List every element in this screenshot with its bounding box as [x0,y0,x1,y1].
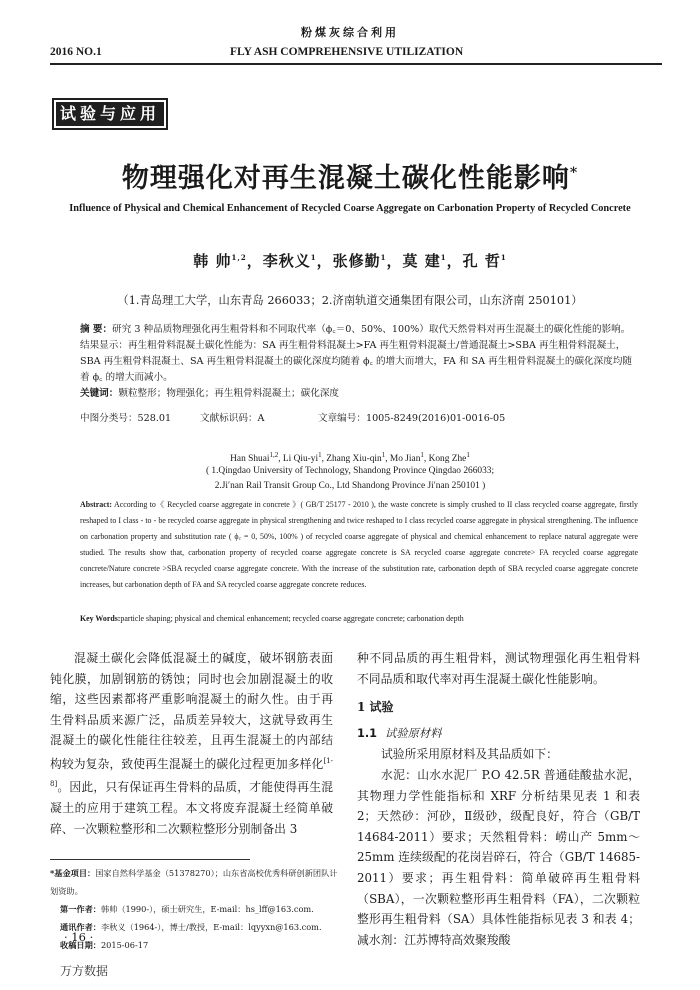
citation: [1-8] [50,756,333,789]
doc-code: 文献标识码：A [200,413,265,424]
body-column-right [357,648,640,950]
footnote-first-author: 第一作者：韩帅（1990-），硕士研究生，E-mail：hs_lff@163.com. [60,904,314,914]
page-number: · 16 · [64,930,94,944]
footnote-funding: *基金项目：国家自然科学基金（51378270）；山东省高校优秀科研创新团队计划资助。 [50,868,338,896]
authors-cn: 韩 帅$^{1,2}$，李秋义$^1$，张修勤$^1$，莫 建$^1$，孔 哲$^1$ [193,252,507,270]
journal-title-en: FLY ASH COMPREHENSIVE UTILIZATION [230,46,464,58]
section-tag: 试验与应用 [52,98,168,130]
section-heading-1: 1 试验 [357,700,394,715]
footnote-received-date: 收稿日期：2015-06-17 [60,940,149,950]
keywords-cn: 颗粒整形；物理强化；再生粗骨料混凝土；碳化深度 [118,388,340,399]
keywords-en: Key Words:particle shaping; physical and chemical enhancement; recycled coarse aggregate concrete; carbonation depth [80,614,464,623]
materials-intro: 试验所采用原材料及其品质如下： [381,747,558,762]
footnote-rule [50,859,250,860]
header-rule [50,63,662,65]
article-number: 文章编号：1005-8249(2016)01-0016-05 [318,413,506,424]
title-footnote-mark: * [569,165,579,181]
abstract-en: Abstract: According to《 Recycled coarse aggregate in concrete 》( GB/T 25177 - 2010 ), the waste concrete is simply crushed to II class recycled coarse aggregate, firstly reshaped to I class - to - be recycled coarse aggregate in physical strengthening and twice reshaped to I class recycled coarse aggregate in physical strengthening. The influence on carbonation property and substitution rate ( ϕ꜀ = 0, 50%, 100% ) of recycled coarse aggregate of physical and chemical enhancement to replace natural aggregate were studied. The results show that, carbonation property of recycled coarse aggregate concrete is SA recycled coarse aggregate concrete> FA recycled coarse aggregate concrete/Nature concrete >SBA recycled coarse aggregate concrete. With the increase of the substitution rate, carbonation depth of SBA recycled coarse aggregate concrete increases, but carbonation depth of FA and SA recycled coarse aggregate concrete reduces. [80,500,638,589]
footnote-corresponding-author: 通讯作者：李秋义（1964-），博士/教授，E-mail：lqyyxn@163.com. [60,922,322,932]
issue-label: 2016 NO.1 [50,46,102,58]
intro-paragraph: 混凝土碳化会降低混凝土的碱度，破坏钢筋表面钝化膜，加剧钢筋的锈蚀；同时也会加剧混凝土的收缩，这些因素都将严重影响混凝土的耐久性。由于再生骨料品质来源广泛，品质差异较大，这就导致再生混凝土的碳化性能往往较差，且再生混凝土的内部结构较为复杂，致使再生混凝土的碳化过程更加多样化[1-8]。因此，只有保证再生骨料的品质，才能使得再生混凝土的应用于建筑工程。本文将废弃混凝土经简单破碎、一次颗粒整形和二次颗粒整形分别制备出 3 [50,651,333,836]
materials-paragraph: 水泥：山水水泥厂 P.O 42.5R 普通硅酸盐水泥，其物理力学性能指标和 XRF 分析结果见表 1 和表 2；天然砂：河砂，Ⅱ级砂，级配良好，符合（GB/T 14684-2011）要求；天然粗骨料：崂山产 5mm～25mm 连续级配的花岗岩碎石，符合（GB/T 14685-2011）要求；再生粗骨料：简单破碎再生粗骨料（SBA），一次颗粒整形再生粗骨料（FA），二次颗粒整形再生粗骨料（SA）具体性能指标见表 3 和表 4；减水剂：江苏博特高效聚羧酸 [357,767,640,947]
keywords-cn-label: 关键词： [80,388,119,399]
paper-title-en: Influence of Physical and Chemical Enhancement of Recycled Coarse Aggregate on Carbonation Property of Recycled Concrete [69,203,631,214]
affiliation-en-1: ( 1.Qingdao University of Technology, Shandong Province Qingdao 266033; [205,466,495,476]
affiliation-en-2: 2.Ji′nan Rail Transit Group Co., Ltd Shandong Province Ji′nan 250101 ) [214,481,486,491]
abstract-cn: 摘 要：研究 3 种品质物理强化再生粗骨料和不同取代率（ϕ꜀＝0、50%、100%）取代天然骨料对再生混凝土的碳化性能的影响。结果显示：再生粗骨料混凝土碳化性能为：SA 再生粗骨料混凝土>FA 再生粗骨料混凝土/普通混凝土>SBA 再生粗骨料混凝土，SBA 再生粗骨料混凝土、SA 再生粗骨料混凝土的碳化深度均随着 ϕ꜀ 的增大而增大，FA 和 SA 再生粗骨料混凝土的碳化深度均随着 ϕ꜀ 的增大而减小。 关键词：颗粒整形；物理强化；再生粗骨料混凝土；碳化深度 [80,324,633,399]
footnotes [50,864,340,954]
affiliation-cn: （1.青岛理工大学，山东青岛 266033；2.济南轨道交通集团有限公司，山东济南 250101） [117,294,583,307]
subsection-heading-1-1: 1.1 试验原材料 [357,726,442,740]
paper-title-cn: 物理强化对再生混凝土碳化性能影响* [121,163,579,194]
journal-title-cn: 粉煤灰综合利用 [301,26,399,39]
intro-continued: 种不同品质的再生粗骨料，测试物理强化再生粗骨料不同品质和取代率对再生混凝土碳化性能影响。 [357,651,640,686]
class-number: 中图分类号：528.01 [80,413,172,424]
authors-en: Han Shuai$^{1,2}$, Li Qiu-$yi^1$, Zhang Xiu-qin$^1$, Mo Jian$^1$, Kong Zhe$^1$ [230,451,470,465]
watermark: 万方数据 [60,964,109,978]
body-column-left [50,648,333,839]
